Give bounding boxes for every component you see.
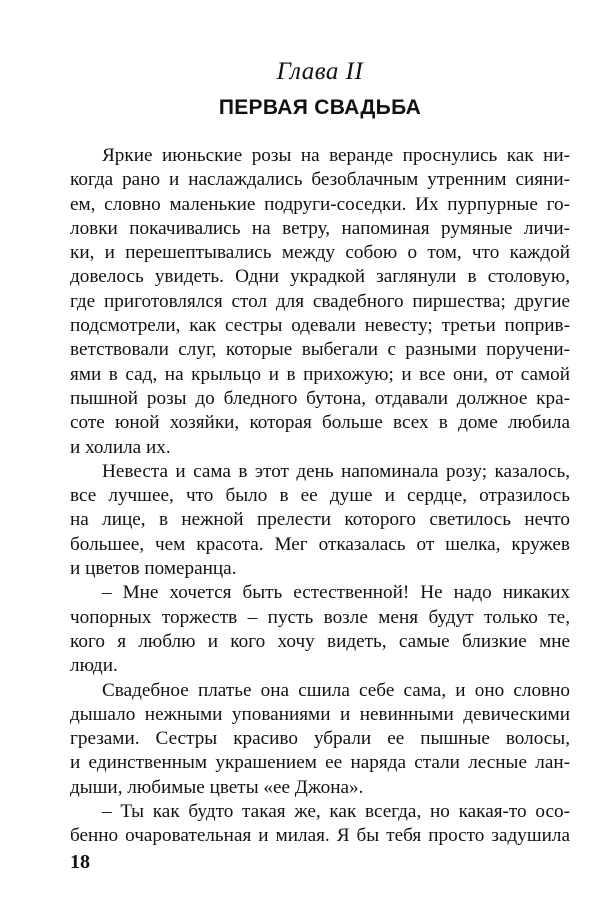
text-line: дышало нежными упованиями и невинными девическими <box>70 703 570 725</box>
page-number: 18 <box>70 851 90 873</box>
text-line: ловки покачивались на ветру, напоминая румяные личи- <box>70 217 570 239</box>
body-text <box>70 144 570 849</box>
text-line: и цветов померанца. <box>70 558 237 580</box>
text-line: Свадебное платье она сшила себе сама, и оно словно <box>102 679 570 701</box>
text-line: чопорных торжеств – пусть возле меня будут только те, <box>70 606 570 628</box>
text-line: и единственным украшением ее наряда стали лесные лан- <box>70 752 570 774</box>
text-line: соте юной хозяйки, которая больше всех в доме любила <box>70 412 570 434</box>
text-line: ки, и перешептывались между собою о том, что каждой <box>70 242 570 264</box>
text-line: на лице, в нежной прелести которого светилось нечто <box>70 509 570 531</box>
chapter-label: Глава II <box>276 58 364 85</box>
text-line: пышной розы до бледного бутона, отдавали должное кра- <box>70 387 570 409</box>
book-page <box>70 0 570 900</box>
chapter-title: ПЕРВАЯ СВАДЬБА <box>218 96 422 119</box>
text-line: грезами. Сестры красиво убрали ее пышные волосы, <box>70 728 570 750</box>
text-line: когда рано и наслаждались безоблачным утренним сияни- <box>70 169 570 191</box>
text-line: люди. <box>70 655 118 677</box>
text-line: дыши, любимые цветы «ее Джона». <box>70 776 364 798</box>
text-line: большее, чем красота. Мег отказалась от шелка, кружев <box>70 533 570 555</box>
text-line: ями в сад, на крыльцо и в прихожую; и все они, от самой <box>70 363 570 385</box>
text-line: – Ты как будто такая же, как всегда, но какая-то осо- <box>102 801 570 823</box>
text-line: кого я люблю и кого хочу видеть, самые близкие мне <box>70 630 570 652</box>
text-line: ветствовали слуг, которые выбегали с разными поручени- <box>70 339 570 361</box>
text-line: – Мне хочется быть естественной! Не надо никаких <box>102 582 570 604</box>
text-line: ем, словно маленькие подруги-соседки. Их пурпурные го- <box>70 193 570 215</box>
text-line: бенно очаровательная и милая. Я бы тебя просто задушила <box>70 825 570 847</box>
text-line: Невеста и сама в этот день напоминала розу; казалось, <box>102 460 570 482</box>
text-line: и холила их. <box>70 436 171 458</box>
text-line: довелось увидеть. Одни украдкой заглянули в столовую, <box>70 266 570 288</box>
text-line: подсмотрели, как сестры одевали невесту; третьи поприв- <box>70 315 570 337</box>
text-line: Яркие июньские розы на веранде проснулись как ни- <box>102 145 570 166</box>
text-line: где приготовлялся стол для свадебного пиршества; другие <box>70 290 570 312</box>
text-line: все лучшее, что было в ее душе и сердце, отразилось <box>70 485 570 507</box>
